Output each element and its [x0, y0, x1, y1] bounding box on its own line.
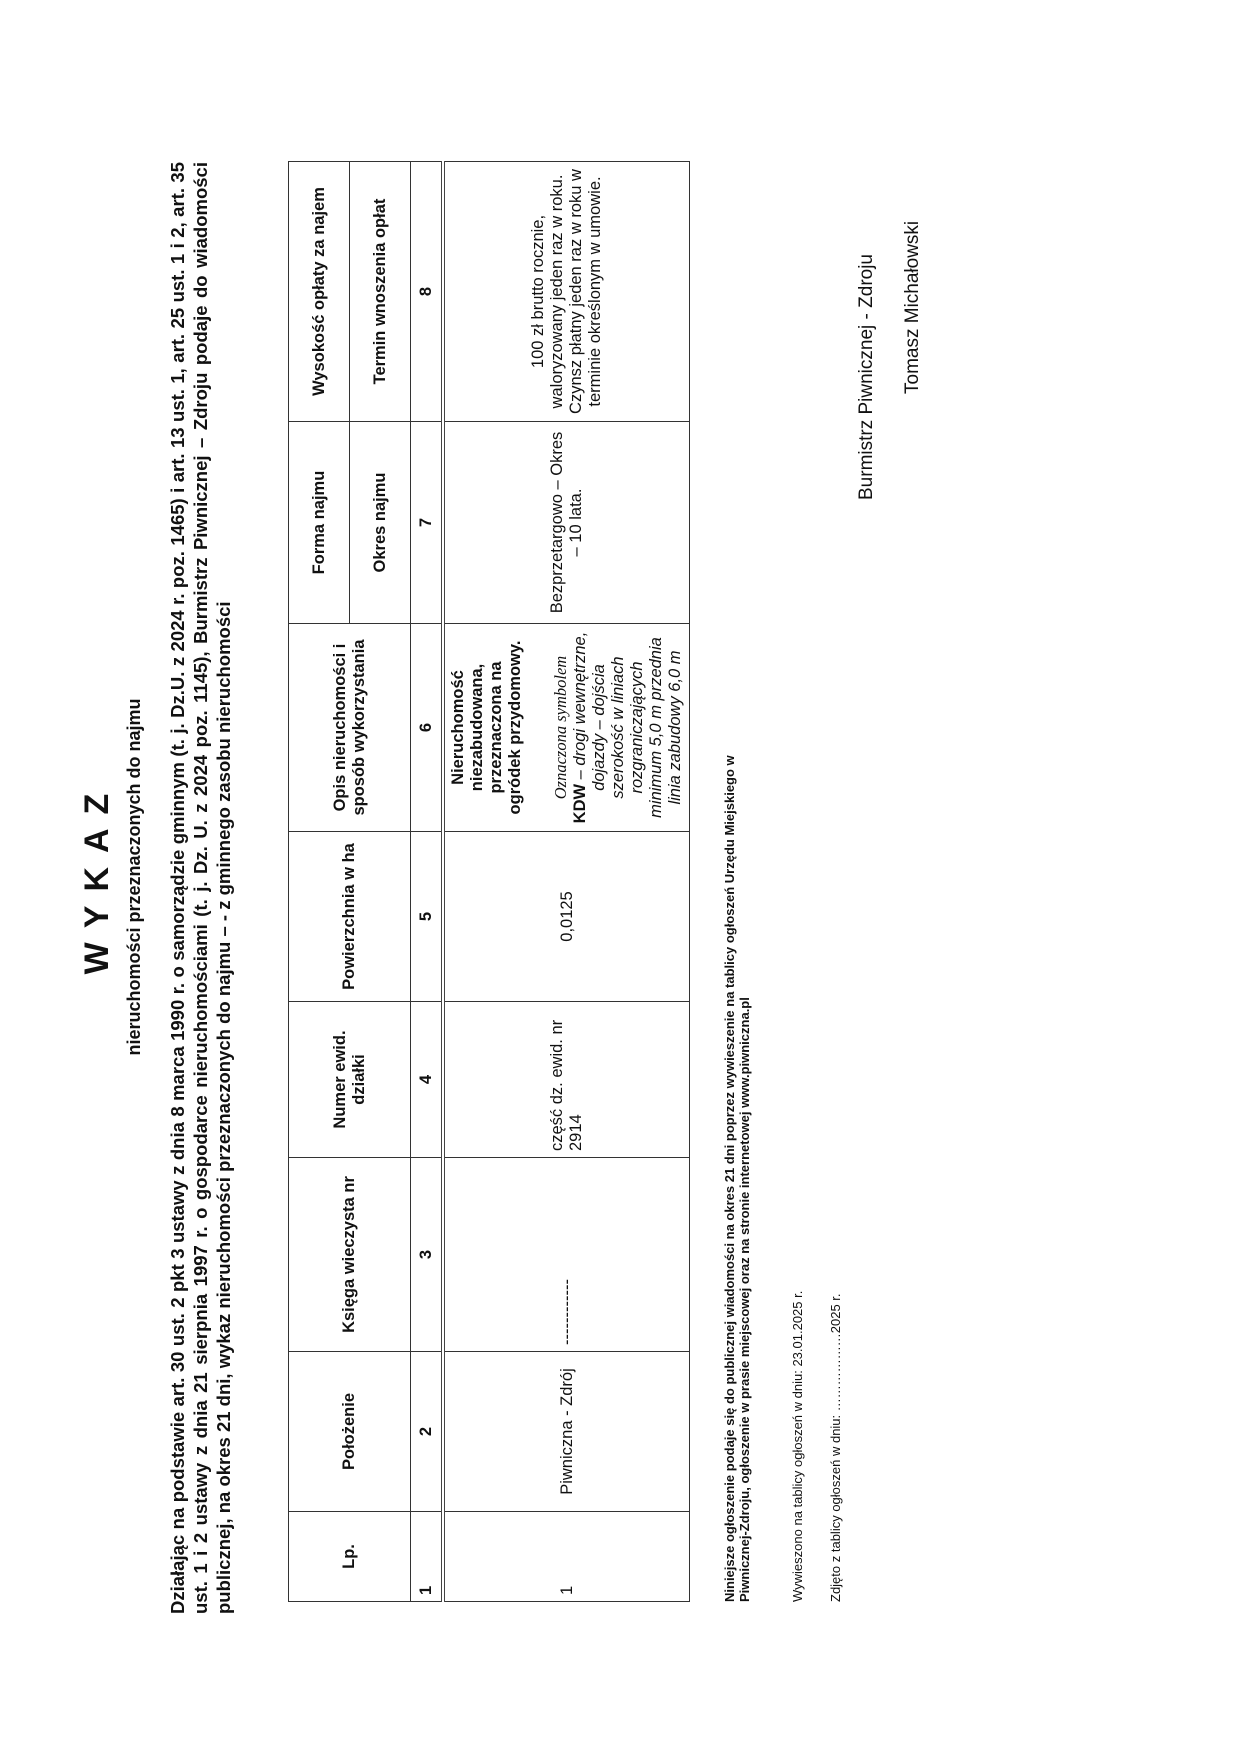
column-number: 8	[411, 162, 444, 422]
header-polozenie: Położenie	[289, 1352, 411, 1512]
kdw-description: – drogi wewnętrzne, dojazdy – dojścia szerokość w liniach rozgraniczających minimum 5,0 m przednia linia zabudowy 6,0 m	[571, 631, 684, 818]
kdw-symbol: KDW	[571, 783, 589, 824]
header-wysokosc: Wysokość opłaty za najem	[289, 162, 350, 422]
cell-polozenie: Piwniczna - Zdrój	[443, 1352, 690, 1512]
column-number: 1	[411, 1512, 444, 1602]
signature-title: Burmistrz Piwnicznej - Zdroju	[856, 254, 877, 500]
document-title: WYKAZ	[78, 779, 116, 975]
header-numer: Numer ewid. działki	[289, 1002, 411, 1158]
column-number: 4	[411, 1002, 444, 1158]
posted-date: Wywieszono na tablicy ogłoszeń w dniu: 23.01.2025 r.	[790, 1290, 805, 1602]
column-number: 2	[411, 1352, 444, 1512]
cell-powierzchnia: 0,0125	[443, 832, 690, 1002]
cell-numer: część dz. ewid. nr 2914	[443, 1002, 690, 1158]
property-table	[288, 161, 690, 1602]
document-subtitle: nieruchomości przeznaczonych do najmu	[124, 698, 144, 1056]
header-ksiega: Księga wieczysta nr	[289, 1158, 411, 1352]
column-number: 7	[411, 422, 444, 624]
header-termin: Termin wnoszenia opłat	[350, 162, 411, 422]
description-symbol-label: Oznaczona symbolem	[551, 655, 570, 800]
column-number: 6	[411, 624, 444, 832]
header-forma: Forma najmu	[289, 422, 350, 624]
cell-opis	[443, 624, 690, 832]
column-number: 3	[411, 1158, 444, 1352]
cell-oplata: 100 zł brutto rocznie, waloryzowany jeden raz w roku. Czynsz płatny jeden raz w roku w terminie określonym w umowie.	[443, 162, 690, 422]
header-okres: Okres najmu	[350, 422, 411, 624]
header-opis: Opis nieruchomości i sposób wykorzystania	[289, 624, 411, 832]
cell-forma-okres: Bezprzetargowo – Okres – 10 lata.	[443, 422, 690, 624]
table-row	[443, 162, 690, 1602]
column-number-row	[411, 162, 444, 1602]
signature-name: Tomasz Michałowski	[902, 220, 923, 394]
intro-paragraph: Działając na podstawie art. 30 ust. 2 pkt 3 ustawy z dnia 8 marca 1990 r. o samorządzie gminnym (t. j. Dz.U. z 2024 r. poz. 1465) i art. 13 ust. 1, art. 25 ust. 1 i 2, art. 35 ust. 1 i 2 ustawy z dnia 21 sierpnia 1997 r. o gospodarce nieruchomościami (t. j. Dz. U. z 2024 poz. 1145), Burmistrz Piwnicznej – Zdroju podaje do wiadomości publicznej, na okres 21 dni, wykaz nieruchomości przeznaczonych do najmu – - z gminnego zasobu nieruchomości	[167, 162, 234, 1614]
removed-date: Zdjęto z tablicy ogłoszeń w dniu: ………………2025 r.	[828, 1293, 843, 1602]
header-lp: Lp.	[289, 1512, 411, 1602]
header-powierzchnia: Powierzchnia w ha	[289, 832, 411, 1002]
cell-ksiega: ------------	[443, 1158, 690, 1352]
cell-lp: 1	[443, 1512, 690, 1602]
description-kdw	[571, 630, 685, 825]
column-number: 5	[411, 832, 444, 1002]
publication-notice: Niniejsze ogłoszenie podaje się do publicznej wiadomości na okres 21 dni poprzez wywieszenie na tablicy ogłoszeń Urzędu Miejskiego w Piwnicznej-Zdroju, ogłoszenie w prasie miejscowej oraz na stronie internetowej www.piwniczna.pl	[722, 755, 752, 1602]
description-main: Nieruchomość niezabudowana, przeznaczona na ogródek przydomowy.	[449, 640, 524, 815]
table-header-row	[289, 162, 350, 1602]
